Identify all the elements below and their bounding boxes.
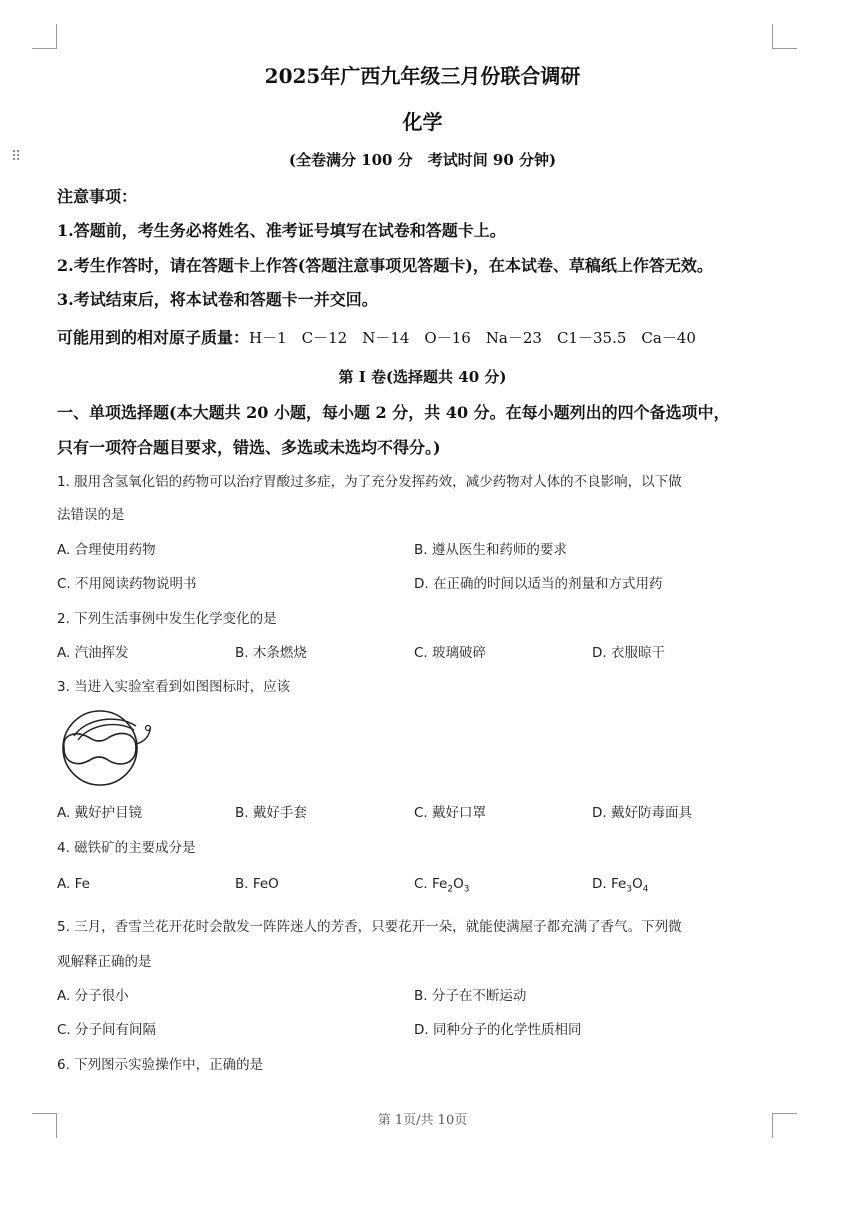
note-item: 2.考生作答时，请在答题卡上作答(答题注意事项见答题卡)，在本试卷、草稿纸上作答无效。 (57, 256, 713, 275)
question-4-stem: 4. 磁铁矿的主要成分是 (57, 840, 196, 856)
question-4-option-d: D. $Fe_3O_4$ (592, 876, 649, 895)
atomic-mass-line (57, 325, 696, 348)
exam-meta: (全卷满分 100 分 考试时间 90 分钟) (288, 151, 557, 169)
question-1-option-c: C. 不用阅读药物说明书 (57, 576, 197, 592)
question-3-option-a: A. 戴好护目镜 (57, 805, 143, 821)
question-4-option-c: C. $Fe_2O_3$ (414, 876, 470, 895)
question-5-option-b: B. 分子在不断运动 (414, 988, 527, 1004)
exam-title: 2025年广西九年级三月份联合调研 (264, 64, 581, 88)
question-1-option-b: B. 遵从医生和药师的要求 (414, 542, 567, 558)
atomic-mass-label: 可能用到的相对原子质量： (57, 328, 250, 347)
section-instruction: 只有一项符合题目要求，错选、多选或未选均不得分。) (57, 438, 441, 457)
drag-handle-icon[interactable]: ⠿ (11, 149, 21, 165)
note-item: 1.答题前，考生务必将姓名、准考证号填写在试卷和答题卡上。 (57, 221, 506, 240)
question-5-stem: 观解释正确的是 (57, 954, 152, 970)
question-1-stem: 法错误的是 (57, 507, 125, 523)
question-4-option-a: A. Fe (57, 876, 90, 892)
question-5-option-d: D. 同种分子的化学性质相同 (414, 1022, 582, 1038)
question-1-stem: 1. 服用含氢氧化铝的药物可以治疗胃酸过多症，为了充分发挥药效，减少药物对人体的不良影响，以下做 (57, 474, 682, 490)
question-3-option-b: B. 戴好手套 (235, 805, 307, 821)
question-2-stem: 2. 下列生活事例中发生化学变化的是 (57, 611, 277, 627)
corner-mark-top-right (772, 24, 797, 49)
note-item: 3.考试结束后，将本试卷和答题卡一并交回。 (57, 290, 378, 309)
question-1-option-a: A. 合理使用药物 (57, 542, 156, 558)
question-3-option-c: C. 戴好口罩 (414, 805, 487, 821)
question-3-option-d: D. 戴好防毒面具 (592, 805, 692, 821)
question-5-stem: 5. 三月，香雪兰花开花时会散发一阵阵迷人的芳香，只要花开一朵，就能使满屋子都充满了香气。下列微 (57, 919, 682, 935)
corner-mark-top-left (32, 24, 57, 49)
goggles-icon (56, 708, 152, 788)
section-instruction: 一、单项选择题(本大题共 20 小题，每小题 2 分，共 40 分。在每小题列出的四个备选项中， (57, 403, 730, 422)
question-2-option-b: B. 木条燃烧 (235, 645, 307, 661)
question-2-option-a: A. 汽油挥发 (57, 645, 129, 661)
exam-subject: 化学 (402, 110, 443, 134)
section-title: 第 I 卷(选择题共 40 分) (338, 368, 507, 386)
page-footer: 第 1页/共 10页 (377, 1113, 468, 1128)
question-3-stem: 3. 当进入实验室看到如图图标时，应该 (57, 679, 291, 695)
atomic-mass-values: H－1 C－12 N－14 O－16 Na－23 C1－35.5 Ca－40 (249, 329, 696, 347)
question-1-option-d: D. 在正确的时间以适当的剂量和方式用药 (414, 576, 663, 592)
notes-heading: 注意事项： (57, 187, 138, 206)
question-5-option-c: C. 分子间有间隔 (57, 1022, 157, 1038)
question-6-stem: 6. 下列图示实验操作中，正确的是 (57, 1057, 264, 1073)
question-2-option-d: D. 衣服晾干 (592, 645, 665, 661)
question-4-option-b: B. FeO (235, 876, 279, 892)
question-2-option-c: C. 玻璃破碎 (414, 645, 487, 661)
question-5-option-a: A. 分子很小 (57, 988, 129, 1004)
